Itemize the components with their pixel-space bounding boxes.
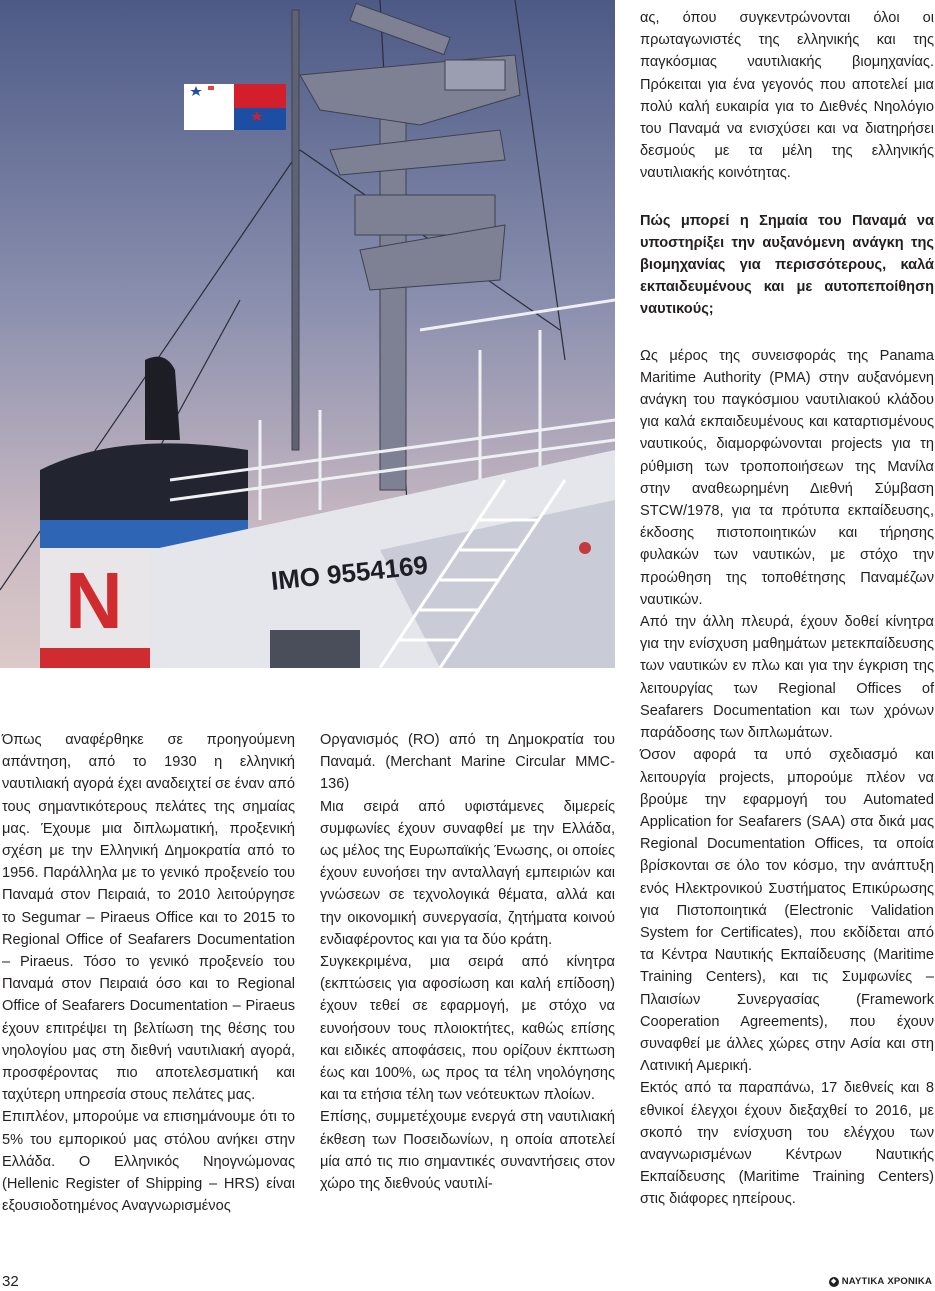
- paragraph: Όσον αφορά τα υπό σχεδιασμό και λειτουργία projects, μπορούμε πλέον να βρούμε την εφαρμογή του Automated Application for Seafarers (SAA) στα δικά μας Regional Documentation Offices, τα οποία βρίσκονται σε όλο τον κόσμο, την ανάπτυξη ενός Ηλεκτρονικού Συστήματος Επικύρωσης για Πιστοποιητικά (Electronic Validation System for Certificates), που εκδίδεται από τα Κέντρα Ναυτικής Εκπαίδευσης (Maritime Training Centers), και τις Συμφωνίες – Πλαισίων Συνεργασίας (Framework Cooperation Agreements), που έχουν συναφθεί με άλλες χώρες στην Ασία και στη Λατινική Αμερική.: [640, 747, 934, 1075]
- article-column-1: [2, 729, 295, 1217]
- ship-mast-photo: [0, 0, 615, 668]
- hull-marking: IMO 9554169: [269, 549, 430, 596]
- article-column-3: [640, 7, 934, 1211]
- paragraph: ας, όπου συγκεντρώνονται όλοι οι πρωταγωνιστές της ελληνικής και της παγκόσμιας ναυτιλιακής βιομηχανίας. Πρόκειται για ένα γεγονός που αποτελεί μια πολύ καλή ευκαιρία για το Διεθνές Νηολόγιο του Παναμά να ενισχύσει και να διατηρήσει δεσμούς με τα μέλη της ελληνικής ναυτιλιακής κοινότητας.: [640, 10, 934, 182]
- brand-logo-icon: ◆: [829, 1277, 839, 1287]
- paragraph: Μια σειρά από υφιστάμενες διμερείς συμφωνίες έχουν συναφθεί με την Ελλάδα, ως μέλος της Ευρωπαϊκής Ένωσης, οι οποίες έχουν ευνοήσει την ανταλλαγή εμπειριών και γνώσεων σε τεχνολογικά θέματα, αλλά και την οικονομική συνεργασία, ζητήματα κοινού ενδιαφέροντος και για τα δύο κράτη.: [320, 798, 615, 948]
- funnel-letter: N: [65, 556, 123, 645]
- paragraph: Ως μέρος της συνεισφοράς της Panama Maritime Authority (PMA) στην αυξανόμενη ανάγκη του παγκόσμιου ναυτιλιακού κλάδου για καλά εκπαιδευμένους και καταρτισμένους ναυτικούς, διαμορφώνονται projects για τη ρύθμιση των τροποποιήσεων της Μανίλα στην αναθεωρημένη Διεθνή Σύμβαση STCW/1978, για τα πρότυπα εκπαίδευσης, έκδοσης πιστοποιητικών και τήρησης φυλακών των ναυτικών, με στόχο την προώθηση της τοποθέτησης Παναμέζων ναυτικών.: [640, 347, 934, 608]
- paragraph: Όπως αναφέρθηκε σε προηγούμενη απάντηση, από το 1930 η ελληνική ναυτιλιακή αγορά έχει αναδειχτεί σε έναν από τους σημαντικότερους πελάτες της σημαίας μας. Έχουμε μια διπλωματική, προξενική σχέση με την Ελληνική Δημοκρατία από το 1956. Παράλληλα με το γενικό προξενείο του Παναμά στον Πειραιά, το 2010 λειτούργησε το Segumar – Piraeus Office και το 2015 το Regional Office of Seafarers Documentation – Piraeus. Τόσο το γενικό προξενείο του Παναμά στον Πειραιά όσο και το Regional Office of Seafarers Documentation – Piraeus έχουν επιτρέψει τη βελτίωση της θέσης του νηολογίου μας στη διεθνή ναυτιλιακή αγορά, προσφέροντας πιο αποτελεσματική και ταχύτερη υπηρεσία στους πελάτες μας.: [2, 732, 295, 1104]
- magazine-brand: [829, 1276, 932, 1287]
- paragraph: Οργανισμός (RO) από τη Δημοκρατία του Παναμά. (Merchant Marine Circular MMC-136): [320, 732, 615, 793]
- paragraph: Επιπλέον, μπορούμε να επισημάνουμε ότι το 5% του εμπορικού μας στόλου ανήκει στην Ελλάδα. Ο Ελληνικός Νηογνώμονας (Hellenic Register of Shipping – HRS) είναι εξουσιοδοτημένος Αναγνωρισμένος: [2, 1109, 295, 1215]
- paragraph: Επίσης, συμμετέχουμε ενεργά στη ναυτιλιακή έκθεση των Ποσειδωνίων, η οποία αποτελεί μία από τις πιο σημαντικές συναντήσεις στον χώρο της διεθνούς ναυτιλί-: [320, 1109, 615, 1193]
- article-column-2: [320, 729, 615, 1195]
- page-number: 32: [2, 1273, 19, 1290]
- brand-name: ΝΑΥΤΙΚΑ ΧΡΟΝΙΚΑ: [841, 1276, 932, 1287]
- paragraph: Εκτός από τα παραπάνω, 17 διεθνείς και 8 εθνικοί έλεγχοι έχουν διεξαχθεί το 2016, με σκοπό την ενίσχυση του ελέγχου των αναγνωρισμένων Κέντρων Ναυτικής Εκπαίδευσης (Maritime Training Centers) στις διάφορες ηπείρους.: [640, 1080, 934, 1208]
- paragraph: Συγκεκριμένα, μια σειρά από κίνητρα (εκπτώσεις για αφοσίωση και καλή επίδοση) έχουν τεθεί σε εφαρμογή, με στόχο να ευνοήσουν τους πλοιοκτήτες, καθώς επίσης και ειδικές αποφάσεις, που ορίζουν έκπτωση έως και 100%, ως προς τα τέλη νηολόγησης και τα ετήσια τέλη των νεότευκτων πλοίων.: [320, 954, 615, 1104]
- interview-question: Πώς μπορεί η Σημαία του Παναμά να υποστηρίξει την αυξανόμενη ανάγκη της βιομηχανίας για περισσότερους, καλά εκπαιδευμένους και με αυτοπεποίθηση ναυτικούς;: [640, 212, 934, 318]
- paragraph: Από την άλλη πλευρά, έχουν δοθεί κίνητρα για την ενίσχυση μαθημάτων μετεκπαίδευσης των ναυτικών εν πλω και για την έγκριση της λειτουργίας των Regional Offices of Seafarers Documentation και των χρόνων παράδοσης των διπλωμάτων.: [640, 614, 934, 742]
